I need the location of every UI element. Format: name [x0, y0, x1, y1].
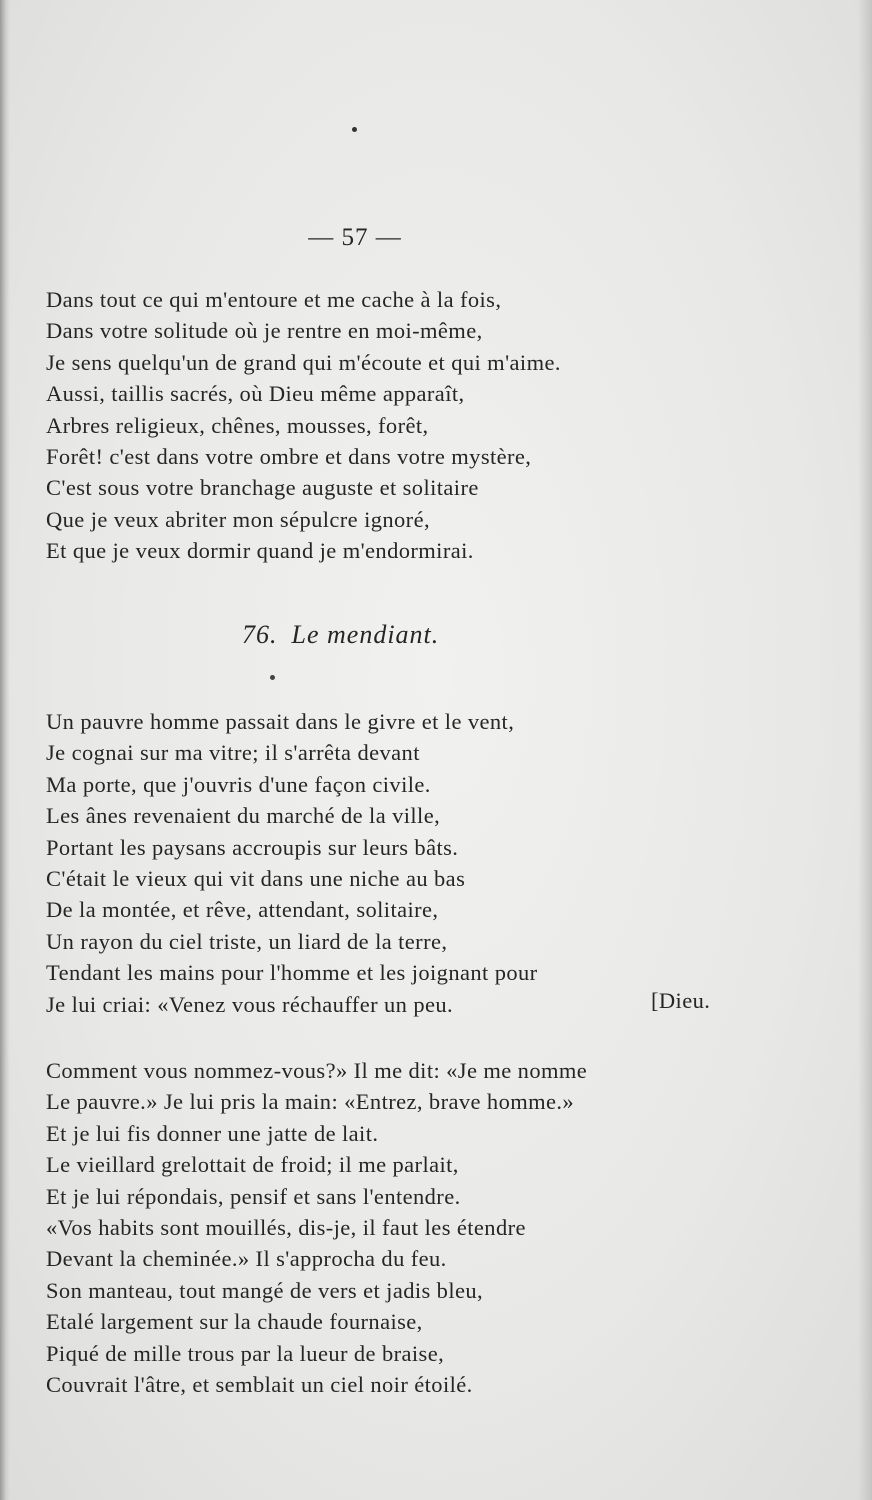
verse-line: Dans votre solitude où je rentre en moi-même, — [46, 318, 483, 344]
verse-line: Et je lui répondais, pensif et sans l'entendre. — [46, 1183, 461, 1209]
poem-title: Le mendiant. — [291, 620, 440, 649]
verse-line: Etalé largement sur la chaude fournaise, — [46, 1309, 423, 1335]
verse-line: C'est sous votre branchage auguste et solitaire — [46, 475, 479, 501]
verse-line: Que je veux abriter mon sépulcre ignoré, — [46, 506, 430, 532]
verse-line: Couvrait l'âtre, et semblait un ciel noir étoilé. — [46, 1371, 473, 1397]
verse-line: Comment vous nommez-vous?» Il me dit: «Je me nomme — [46, 1058, 588, 1083]
page-edge-right — [858, 0, 872, 1500]
poem-heading — [242, 620, 439, 650]
stanza-forest — [46, 284, 561, 567]
verse-line: Tendant les mains pour l'homme et les joignant pour — [46, 960, 538, 986]
stanza-beggar-arrival — [46, 706, 538, 1020]
verse-line: De la montée, et rêve, attendant, solitaire, — [46, 897, 439, 923]
verse-line: Portant les paysans accroupis sur leurs bâts. — [46, 834, 459, 860]
verse-line: Devant la cheminée.» Il s'approcha du feu. — [46, 1246, 447, 1272]
verse-line: «Vos habits sont mouillés, dis-je, il faut les étendre — [46, 1214, 526, 1240]
verse-line: Son manteau, tout mangé de vers et jadis bleu, — [46, 1277, 484, 1303]
poem-number: 76. — [242, 620, 278, 649]
verse-line: Arbres religieux, chênes, mousses, forêt, — [46, 412, 429, 438]
verse-line: Je lui criai: «Venez vous réchauffer un peu. — [46, 991, 454, 1017]
ornament-dot — [270, 675, 275, 680]
verse-line: Et que je veux dormir quand je m'endormirai. — [46, 538, 474, 564]
verse-line: Le vieillard grelottait de froid; il me parlait, — [46, 1152, 459, 1178]
verse-line: C'était le vieux qui vit dans une niche au bas — [46, 865, 466, 891]
verse-line: Et je lui fis donner une jatte de lait. — [46, 1120, 379, 1146]
verse-line: Un pauvre homme passait dans le givre et le vent, — [46, 709, 515, 734]
verse-line: Forêt! c'est dans votre ombre et dans votre mystère, — [46, 443, 532, 469]
verse-line: Aussi, taillis sacrés, où Dieu même apparaît, — [46, 381, 465, 407]
verse-line: Les ânes revenaient du marché de la ville, — [46, 803, 441, 829]
verse-line: Je cognai sur ma vitre; il s'arrêta devant — [46, 740, 420, 766]
ink-speck — [352, 127, 357, 132]
verse-line: Ma porte, que j'ouvris d'une façon civile. — [46, 771, 431, 797]
verse-line: Je sens quelqu'un de grand qui m'écoute et qui m'aime. — [46, 349, 561, 375]
page-number: — 57 — — [308, 224, 402, 251]
verse-overflow-word: [Dieu. — [651, 988, 711, 1013]
verse-line: Dans tout ce qui m'entoure et me cache à la fois, — [46, 287, 502, 312]
stanza-beggar-hearth — [46, 1055, 587, 1400]
verse-line: Piqué de mille trous par la lueur de braise, — [46, 1340, 445, 1366]
verse-line: Un rayon du ciel triste, un liard de la terre, — [46, 928, 448, 954]
verse-line: Le pauvre.» Je lui pris la main: «Entrez, brave homme.» — [46, 1089, 575, 1115]
